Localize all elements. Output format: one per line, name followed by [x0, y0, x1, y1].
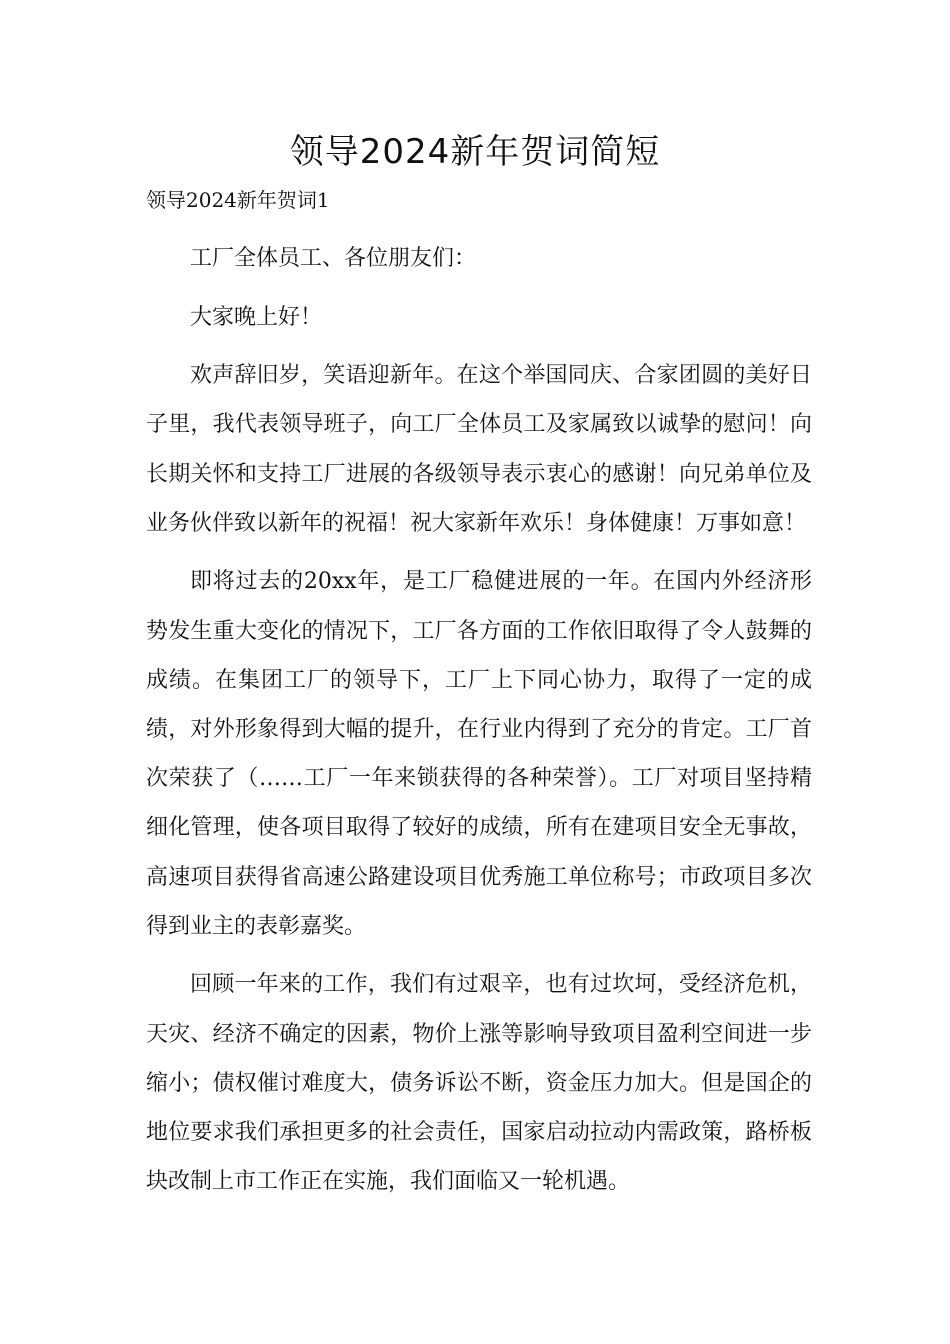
paragraph-new-year-wishes: 欢声辞旧岁，笑语迎新年。在这个举国同庆、合家团圆的美好日子里，我代表领导班子，向工厂全体员工及家属致以诚挚的慰问！向长期关怀和支持工厂进展的各级领导表示衷心的感谢！向兄弟单位及业务伙伴致以新年的祝福！祝大家新年欢乐！身体健康！万事如意！	[146, 363, 812, 536]
paragraph-year-review: 回顾一年来的工作，我们有过艰辛，也有过坎坷，受经济危机，天灾、经济不确定的因素，物价上涨等影响导致项目盈利空间进一步缩小；债权催讨难度大，债务诉讼不断，资金压力加大。但是国企的地位要求我们承担更多的社会责任，国家启动拉动内需政策，路桥板块改制上市工作正在实施，我们面临又一轮机遇。	[146, 972, 812, 1195]
document-title: 领导2024新年贺词简短	[289, 132, 661, 172]
section-heading: 领导2024新年贺词1	[146, 188, 330, 212]
document-body	[146, 234, 812, 1216]
paragraph-greeting: 大家晚上好！	[190, 304, 323, 330]
paragraph-year-achievements: 即将过去的20xx年，是工厂稳健进展的一年。在国内外经济形势发生重大变化的情况下，工厂各方面的工作依旧取得了令人鼓舞的成绩。在集团工厂的领导下，工厂上下同心协力，取得了一定的成绩，对外形象得到大幅的提升，在行业内得到了充分的肯定。工厂首次荣获了（……工厂一年来锁获得的各种荣誉）。工厂对项目坚持精细化管理，使各项目取得了较好的成绩，所有在建项目安全无事故，高速项目获得省高速公路建设项目优秀施工单位称号；市政项目多次得到业主的表彰嘉奖。	[146, 569, 812, 939]
paragraph-salutation: 工厂全体员工、各位朋友们：	[190, 246, 477, 271]
